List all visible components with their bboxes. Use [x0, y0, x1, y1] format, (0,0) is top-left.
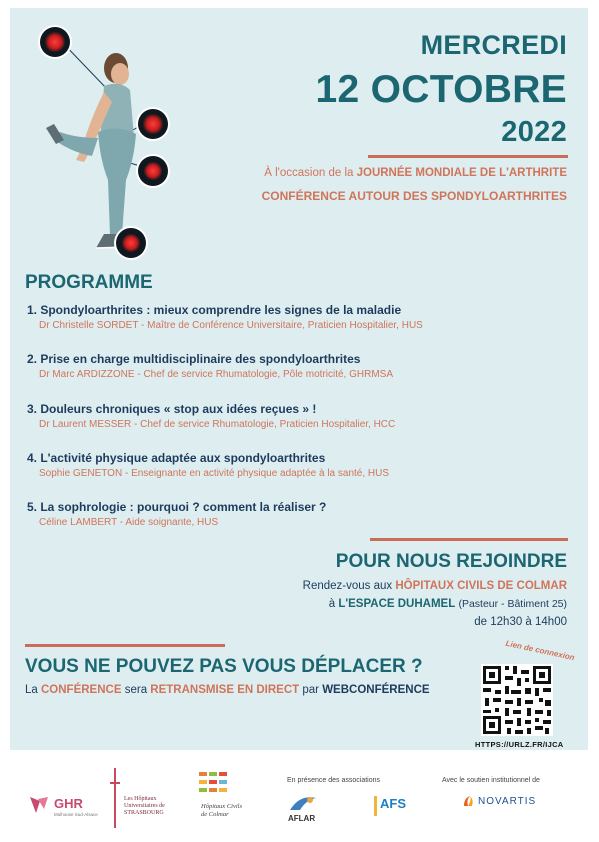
- date-day: MERCREDI: [420, 30, 567, 60]
- occasion-prefix: À l'occasion de la: [264, 167, 354, 179]
- date-day-month: 12 OCTOBRE: [315, 68, 567, 111]
- join-line-1: [303, 580, 567, 592]
- associations-label: En présence des associations: [287, 777, 380, 784]
- programme-heading: PROGRAMME: [25, 272, 153, 293]
- join-rule: [370, 538, 568, 541]
- join-line-2-detail: (Pasteur - Bâtiment 25): [458, 598, 567, 610]
- qr-block: [475, 638, 576, 749]
- remote-word-2: CONFÉRENCE: [41, 684, 122, 696]
- qr-code-icon[interactable]: [481, 664, 553, 736]
- qr-url[interactable]: HTTPS://URLZ.FR/IJCA: [475, 740, 564, 749]
- programme-item-5-speaker: Céline LAMBERT - Aide soignante, HUS: [39, 517, 219, 528]
- join-line-2: [329, 598, 567, 610]
- ghr-logo-icon: [28, 795, 50, 815]
- aflar-logo-text: AFLAR: [288, 814, 316, 823]
- programme-item-4-title: 4. L'activité physique adaptée aux spondyloarthrites: [27, 451, 326, 465]
- join-line-2-place: L'ESPACE DUHAMEL: [338, 598, 456, 610]
- occasion-line: [264, 167, 567, 179]
- remote-line: [25, 684, 430, 696]
- novartis-logo-icon: [462, 794, 474, 808]
- hcc-logo-text: Hôpitaux Civils de Colmar: [201, 803, 242, 818]
- date-year: 2022: [501, 116, 567, 148]
- afs-logo-text: AFS: [380, 796, 406, 811]
- programme-item-3-speaker: Dr Laurent MESSER - Chef de service Rhumatologie, Praticien Hospitalier, HCC: [39, 419, 396, 430]
- remote-heading: VOUS NE POUVEZ PAS VOUS DÉPLACER ?: [25, 656, 423, 677]
- join-heading: POUR NOUS REJOINDRE: [335, 551, 567, 572]
- hus-logo-icon: [110, 768, 120, 828]
- wrist-pain-icon: [138, 156, 168, 186]
- support-label: Avec le soutien institutionnel de: [442, 777, 540, 784]
- remote-word-3: sera: [124, 684, 148, 696]
- ghr-logo-subtitle: Mulhouse Sud-Alsace: [54, 812, 98, 817]
- remote-word-4: RETRANSMISE EN DIRECT: [150, 684, 300, 696]
- novartis-logo-text: NOVARTIS: [478, 796, 537, 807]
- remote-word-6: WEBCONFÉRENCE: [322, 684, 430, 696]
- hus-logo-text: Les Hôpitaux Universitaires de STRASBOURG: [124, 796, 165, 816]
- programme-item-2-speaker: Dr Marc ARDIZZONE - Chef de service Rhumatologie, Pôle motricité, GHRMSA: [39, 369, 393, 380]
- ankle-pain-icon: [116, 228, 146, 258]
- programme-item-2-title: 2. Prise en charge multidisciplinaire des spondyloarthrites: [27, 352, 361, 366]
- programme-item-1-title: 1. Spondyloarthrites : mieux comprendre les signes de la maladie: [27, 303, 402, 317]
- join-line-1-prefix: Rendez-vous aux: [302, 580, 393, 592]
- remote-rule: [25, 644, 225, 647]
- join-line-1-place: HÔPITAUX CIVILS DE COLMAR: [395, 580, 567, 592]
- remote-word-5: par: [302, 684, 319, 696]
- occasion-event: JOURNÉE MONDIALE DE L'ARTHRITE: [356, 167, 567, 179]
- hcc-logo-icon: [197, 770, 231, 800]
- programme-item-1-speaker: Dr Christelle SORDET - Maître de Conférence Universitaire, Praticien Hospitalier, HUS: [39, 320, 423, 331]
- remote-word-1: La: [25, 684, 38, 696]
- aflar-logo-icon: [288, 792, 318, 814]
- ghr-logo-text: GHR: [54, 796, 83, 811]
- header-rule: [368, 155, 568, 158]
- join-hours: de 12h30 à 14h00: [474, 616, 567, 628]
- conference-title: CONFÉRENCE AUTOUR DES SPONDYLOARTHRITES: [261, 189, 567, 203]
- back-pain-icon: [138, 109, 168, 139]
- shoulder-pain-icon: [40, 27, 70, 57]
- qr-caption: Lien de connexion: [504, 638, 576, 663]
- join-line-2-prefix: à: [328, 598, 336, 610]
- programme-item-5-title: 5. La sophrologie : pourquoi ? comment la réaliser ?: [27, 500, 327, 514]
- programme-item-3-title: 3. Douleurs chroniques « stop aux idées reçues » !: [27, 402, 317, 416]
- programme-item-4-speaker: Sophie GENETON - Enseignante en activité physique adaptée à la santé, HUS: [39, 468, 390, 479]
